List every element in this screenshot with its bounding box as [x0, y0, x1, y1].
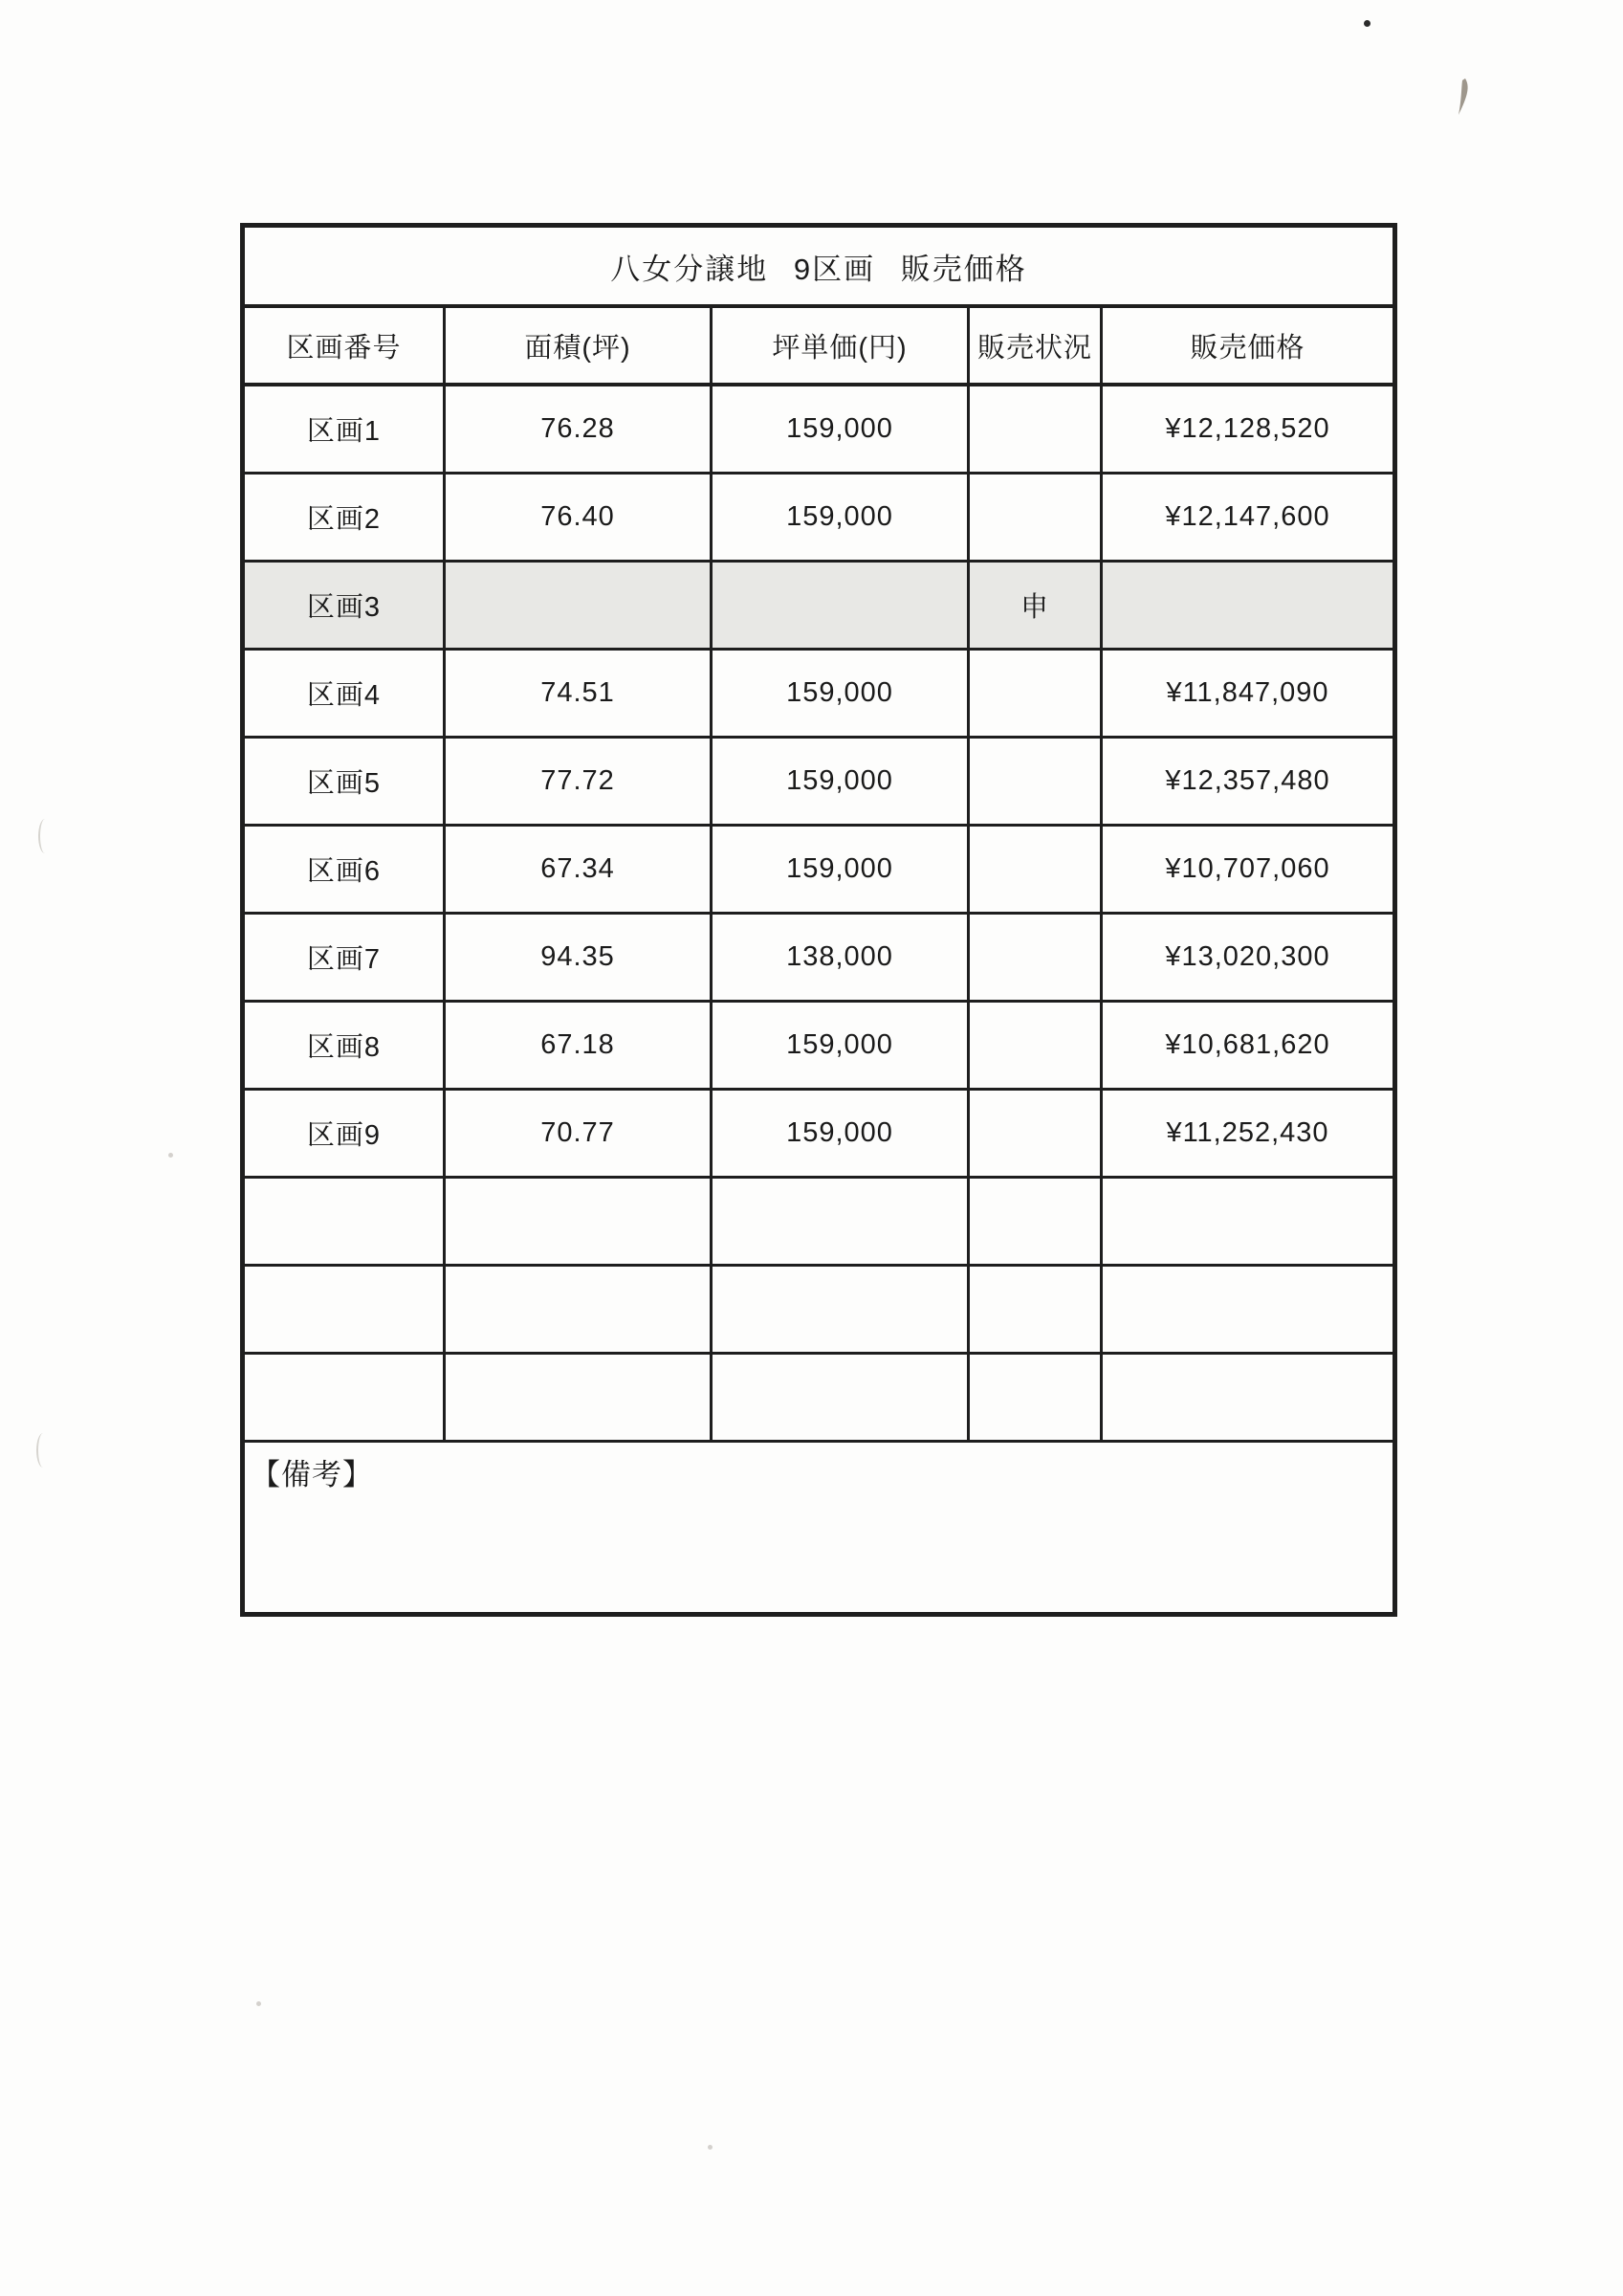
cell-plot: 区画9: [245, 1091, 446, 1176]
header-sales-price: 販売価格: [1190, 332, 1305, 364]
header-unit-price: 坪単価(円): [713, 308, 970, 383]
cell-status: [970, 1179, 1103, 1264]
cell-status: [970, 1003, 1103, 1088]
header-plot-number: 区画番号: [245, 308, 446, 383]
table-row: [245, 651, 1393, 739]
table-header-row: [245, 308, 1393, 386]
table-row: [245, 475, 1393, 563]
cell-area: [446, 563, 713, 648]
scan-artifact-speck: [168, 1153, 173, 1158]
cell-plot: 区画5: [245, 739, 446, 824]
table-row: [245, 1091, 1393, 1179]
table-row: [245, 739, 1393, 827]
cell-area: 76.28: [446, 386, 713, 472]
cell-unit-price: 159,000: [713, 1091, 970, 1176]
cell-plot: 区画6: [245, 827, 446, 912]
scan-artifact-speck: [256, 2001, 261, 2006]
scan-artifact-curve: [36, 1433, 50, 1468]
cell-status: 申: [970, 563, 1103, 648]
table-row: [245, 1003, 1393, 1091]
cell-area: [446, 1355, 713, 1440]
cell-area: 76.40: [446, 475, 713, 560]
header-area-tsubo: 面積(坪): [446, 308, 713, 383]
scan-artifact-speck: [708, 2145, 713, 2150]
cell-unit-price: 159,000: [713, 475, 970, 560]
cell-unit-price: [713, 563, 970, 648]
cell-price: [1103, 1267, 1393, 1352]
cell-status: [970, 1355, 1103, 1440]
cell-plot: [245, 1179, 446, 1264]
table-title: 八女分譲地 9区画 販売価格: [245, 228, 1393, 308]
cell-price: [1103, 563, 1393, 648]
cell-unit-price: [713, 1179, 970, 1264]
cell-price: ¥10,681,620: [1165, 1029, 1330, 1060]
cell-plot: 区画1: [245, 386, 446, 472]
table-row: [245, 915, 1393, 1003]
cell-plot: [245, 1355, 446, 1440]
cell-price: ¥11,252,430: [1166, 1117, 1329, 1148]
header-sales-status: 販売状況: [970, 308, 1103, 383]
cell-unit-price: 159,000: [713, 827, 970, 912]
cell-unit-price: 159,000: [713, 651, 970, 736]
cell-status: [970, 827, 1103, 912]
cell-price: ¥12,128,520: [1165, 413, 1330, 444]
cell-price: ¥11,847,090: [1166, 677, 1329, 708]
table-row-empty: [245, 1267, 1393, 1355]
cell-plot: [245, 1267, 446, 1352]
cell-price: ¥12,147,600: [1165, 501, 1330, 532]
cell-status: [970, 915, 1103, 1000]
remarks-label: 【備考】: [251, 1458, 373, 1491]
table-row-empty: [245, 1179, 1393, 1267]
cell-unit-price: 159,000: [713, 386, 970, 472]
cell-plot: 区画2: [245, 475, 446, 560]
cell-unit-price: 159,000: [713, 1003, 970, 1088]
table-row: [245, 386, 1393, 475]
cell-area: [446, 1179, 713, 1264]
table-row-reserved: [245, 563, 1393, 651]
cell-area: 70.77: [446, 1091, 713, 1176]
cell-area: 94.35: [446, 915, 713, 1000]
table-row-empty: [245, 1355, 1393, 1443]
table-row: [245, 827, 1393, 915]
cell-plot: 区画4: [245, 651, 446, 736]
scan-artifact-pen-mark: [1450, 77, 1475, 123]
cell-plot: 区画8: [245, 1003, 446, 1088]
cell-price: ¥13,020,300: [1165, 941, 1330, 972]
scan-artifact-dot: [1364, 20, 1371, 27]
cell-area: 77.72: [446, 739, 713, 824]
remarks-section: [245, 1443, 1393, 1612]
cell-price: ¥12,357,480: [1165, 765, 1330, 796]
cell-status: [970, 739, 1103, 824]
cell-plot: 区画7: [245, 915, 446, 1000]
price-table: [240, 223, 1397, 1617]
cell-status: [970, 1267, 1103, 1352]
cell-area: 67.18: [446, 1003, 713, 1088]
cell-unit-price: 138,000: [713, 915, 970, 1000]
cell-area: [446, 1267, 713, 1352]
cell-plot: 区画3: [245, 563, 446, 648]
cell-unit-price: 159,000: [713, 739, 970, 824]
cell-price: ¥10,707,060: [1165, 853, 1330, 884]
cell-status: [970, 386, 1103, 472]
cell-area: 67.34: [446, 827, 713, 912]
scan-artifact-curve: [38, 819, 52, 853]
cell-status: [970, 1091, 1103, 1176]
cell-unit-price: [713, 1267, 970, 1352]
cell-price: [1103, 1179, 1393, 1264]
cell-status: [970, 475, 1103, 560]
cell-unit-price: [713, 1355, 970, 1440]
cell-area: 74.51: [446, 651, 713, 736]
cell-price: [1103, 1355, 1393, 1440]
cell-status: [970, 651, 1103, 736]
